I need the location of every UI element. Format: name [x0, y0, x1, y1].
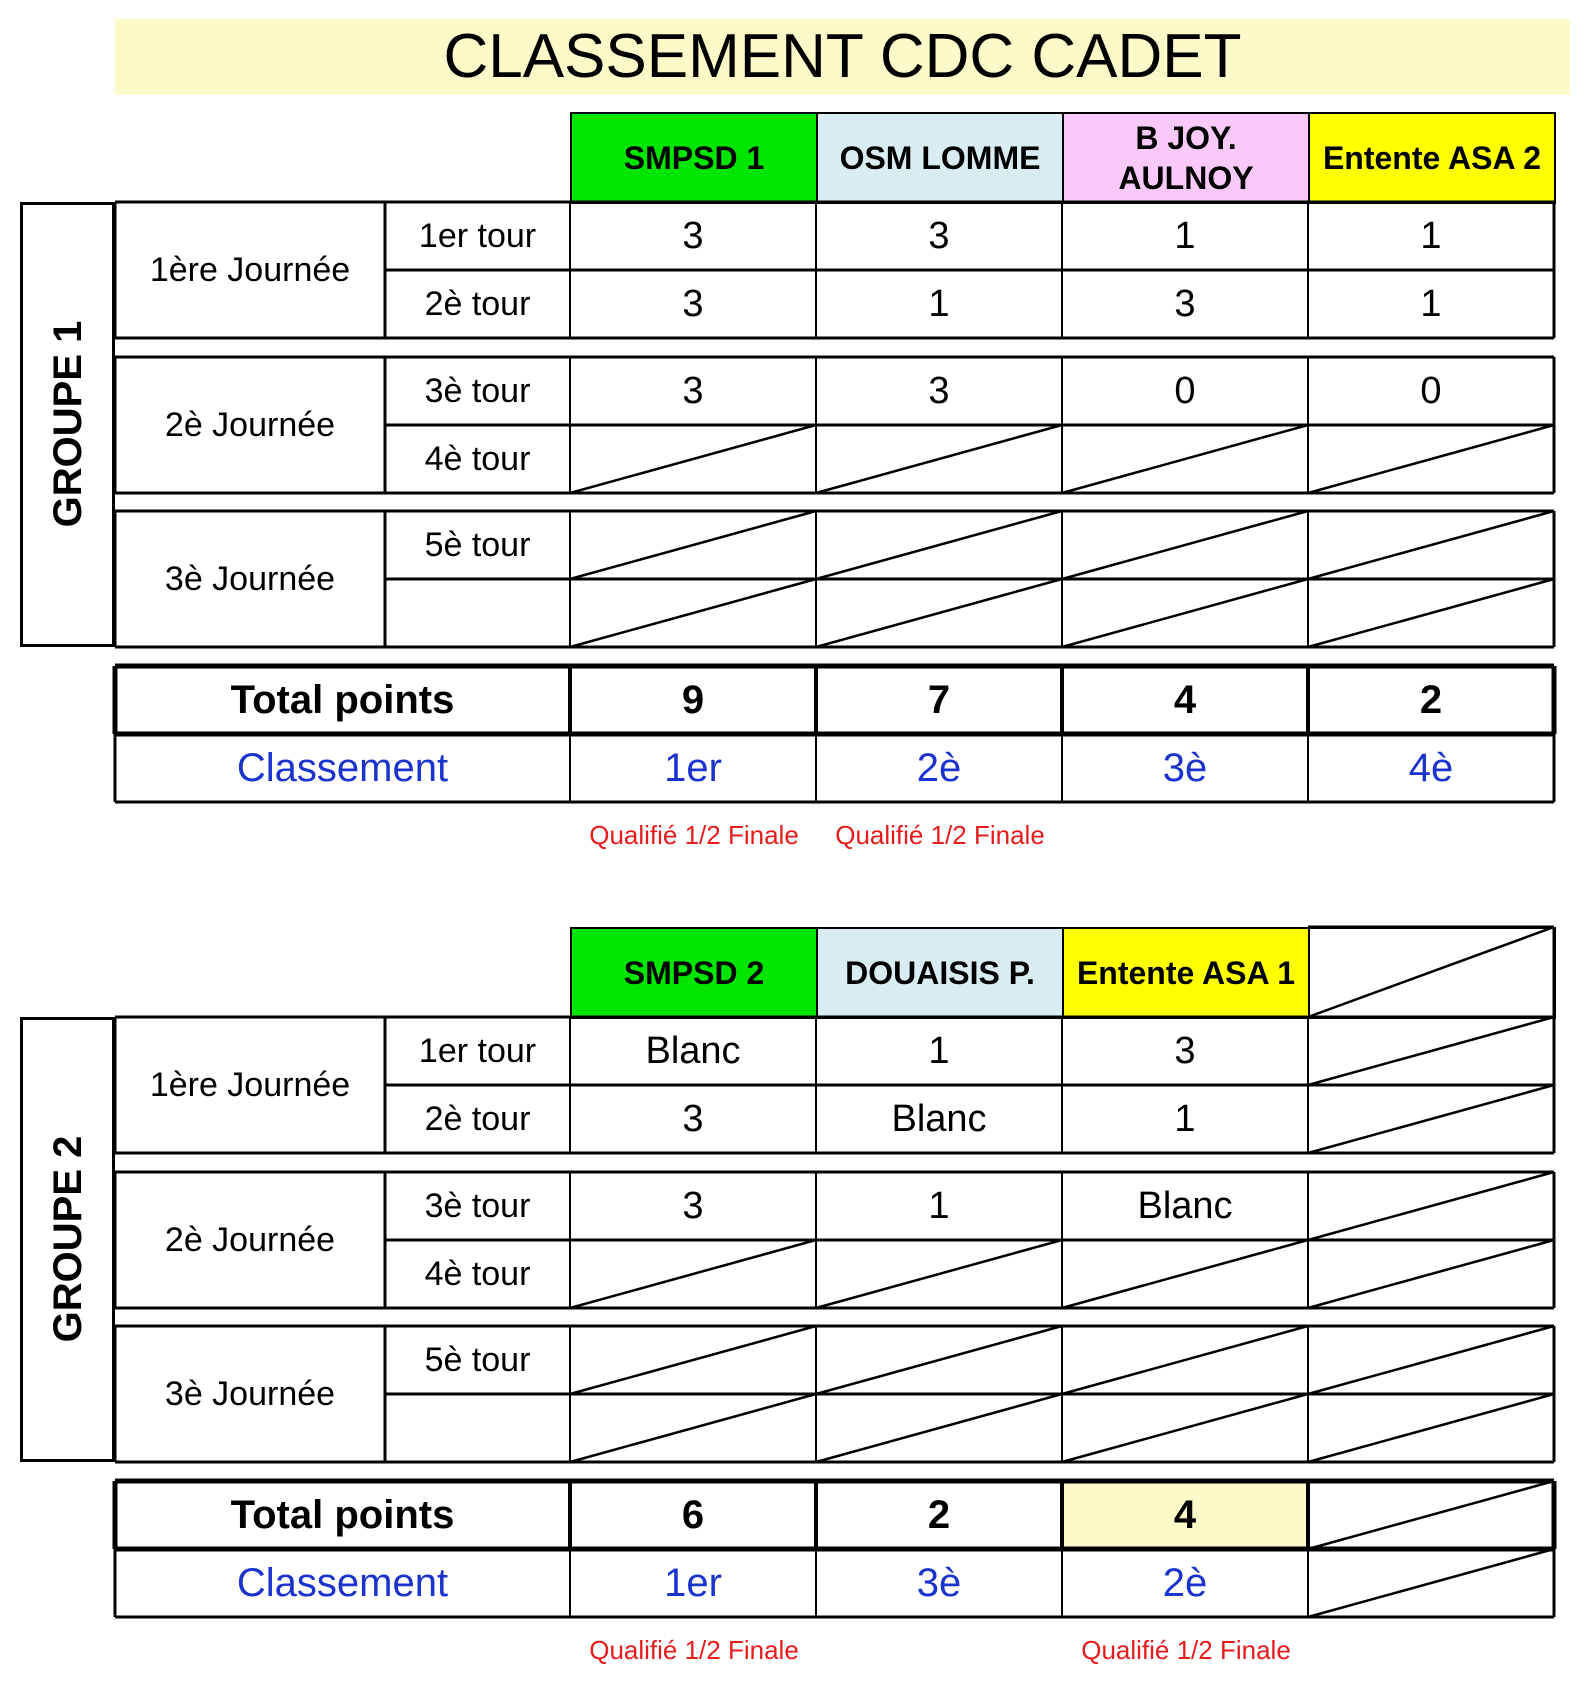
classement-label: Classement: [236, 1560, 449, 1605]
empty-cell-slash: [1062, 425, 1308, 493]
total-value: 6: [681, 1492, 705, 1537]
empty-cell-slash: [1308, 511, 1554, 579]
empty-cell-slash: [816, 425, 1062, 493]
empty-cell-slash: [816, 511, 1062, 579]
empty-cell-slash: [1308, 1394, 1554, 1462]
group-label: GROUPE 1: [45, 320, 90, 528]
score-cell: 3: [928, 214, 950, 257]
grid-lines: [0, 815, 1591, 1695]
total-value: 9: [681, 677, 705, 722]
tour-label: 1er tour: [418, 1031, 537, 1070]
empty-cell-slash: [570, 425, 816, 493]
empty-cell-slash: [570, 1240, 816, 1308]
score-cell: 1: [928, 282, 950, 325]
score-cell: 3: [1174, 282, 1196, 325]
rank-value: 1er: [664, 745, 722, 790]
score-cell: 1: [1174, 214, 1196, 257]
tour-label: 2è tour: [424, 1099, 531, 1138]
empty-cell-slash: [1062, 511, 1308, 579]
score-cell: 3: [682, 369, 704, 412]
score-cell: Blanc: [1137, 1184, 1233, 1227]
rank-value: 1er: [664, 1560, 722, 1605]
total-value: 2: [927, 1492, 951, 1537]
empty-cell-slash: [570, 511, 816, 579]
score-cell: 1: [1420, 214, 1442, 257]
qualification-note: Qualifié 1/2 Finale: [589, 1635, 799, 1665]
group-1: [0, 0, 1591, 850]
classement-label: Classement: [236, 745, 449, 790]
total-points-label: Total points: [230, 1492, 455, 1537]
score-cell: 1: [928, 1184, 950, 1227]
rank-value: 2è: [916, 745, 962, 790]
empty-cell-slash: [1308, 1549, 1554, 1617]
team-header: Entente ASA 2: [1308, 112, 1556, 204]
empty-cell-slash: [1308, 1085, 1554, 1153]
score-cell: 0: [1420, 369, 1442, 412]
empty-cell-slash: [1308, 1481, 1554, 1549]
team-header: Entente ASA 1: [1062, 927, 1310, 1019]
empty-cell-slash: [1062, 1394, 1308, 1462]
tour-label: 5è tour: [424, 1340, 531, 1379]
score-cell: 1: [1174, 1097, 1196, 1140]
group-label: GROUPE 2: [45, 1135, 90, 1343]
empty-cell-slash: [816, 579, 1062, 647]
empty-cell-slash: [1308, 1017, 1554, 1085]
empty-cell-slash: [816, 1394, 1062, 1462]
rank-value: 4è: [1408, 745, 1454, 790]
tour-label: 5è tour: [424, 525, 531, 564]
empty-cell-slash: [1308, 927, 1554, 1017]
journee-label: 2è Journée: [164, 1220, 336, 1259]
journee-label: 3è Journée: [164, 559, 336, 598]
score-cell: 3: [928, 369, 950, 412]
empty-cell-slash: [570, 1326, 816, 1394]
rank-value: 2è: [1162, 1560, 1208, 1605]
total-value: 4: [1062, 1481, 1308, 1549]
journee-label: 1ère Journée: [149, 1065, 351, 1104]
tour-label: 3è tour: [424, 1186, 531, 1225]
empty-cell-slash: [1308, 1240, 1554, 1308]
empty-cell-slash: [570, 579, 816, 647]
empty-cell-slash: [1062, 579, 1308, 647]
score-cell: 3: [682, 1184, 704, 1227]
tour-label: 4è tour: [424, 1254, 531, 1293]
empty-cell-slash: [1308, 1172, 1554, 1240]
group-2: [0, 815, 1591, 1665]
team-header: SMPSD 1: [570, 112, 818, 204]
team-header: SMPSD 2: [570, 927, 818, 1019]
empty-cell-slash: [1308, 1326, 1554, 1394]
empty-cell-slash: [570, 1394, 816, 1462]
tour-label: 2è tour: [424, 284, 531, 323]
empty-cell-slash: [816, 1240, 1062, 1308]
team-header: OSM LOMME: [816, 112, 1064, 204]
score-cell: 3: [682, 1097, 704, 1140]
total-value: 7: [927, 677, 951, 722]
team-header: DOUAISIS P.: [816, 927, 1064, 1019]
qualification-note: Qualifié 1/2 Finale: [589, 820, 799, 850]
journee-label: 3è Journée: [164, 1374, 336, 1413]
total-value: 2: [1419, 677, 1443, 722]
empty-cell-slash: [816, 1326, 1062, 1394]
page-title: CLASSEMENT CDC CADET: [115, 19, 1570, 95]
score-cell: 1: [928, 1029, 950, 1072]
empty-cell-slash: [1062, 1240, 1308, 1308]
score-cell: 0: [1174, 369, 1196, 412]
total-value: 4: [1173, 677, 1197, 722]
score-cell: 3: [1174, 1029, 1196, 1072]
empty-cell-slash: [1308, 579, 1554, 647]
rank-value: 3è: [916, 1560, 962, 1605]
score-cell: 3: [682, 214, 704, 257]
score-cell: 3: [682, 282, 704, 325]
tour-label: 1er tour: [418, 216, 537, 255]
tour-label: 3è tour: [424, 371, 531, 410]
journee-label: 1ère Journée: [149, 250, 351, 289]
qualification-note: Qualifié 1/2 Finale: [835, 820, 1045, 850]
team-header: B JOY. AULNOY: [1062, 112, 1310, 204]
empty-cell-slash: [1062, 1326, 1308, 1394]
score-cell: 1: [1420, 282, 1442, 325]
score-cell: Blanc: [645, 1029, 741, 1072]
total-points-label: Total points: [230, 677, 455, 722]
qualification-note: Qualifié 1/2 Finale: [1081, 1635, 1291, 1665]
journee-label: 2è Journée: [164, 405, 336, 444]
tour-label: 4è tour: [424, 439, 531, 478]
rank-value: 3è: [1162, 745, 1208, 790]
score-cell: Blanc: [891, 1097, 987, 1140]
empty-cell-slash: [1308, 425, 1554, 493]
